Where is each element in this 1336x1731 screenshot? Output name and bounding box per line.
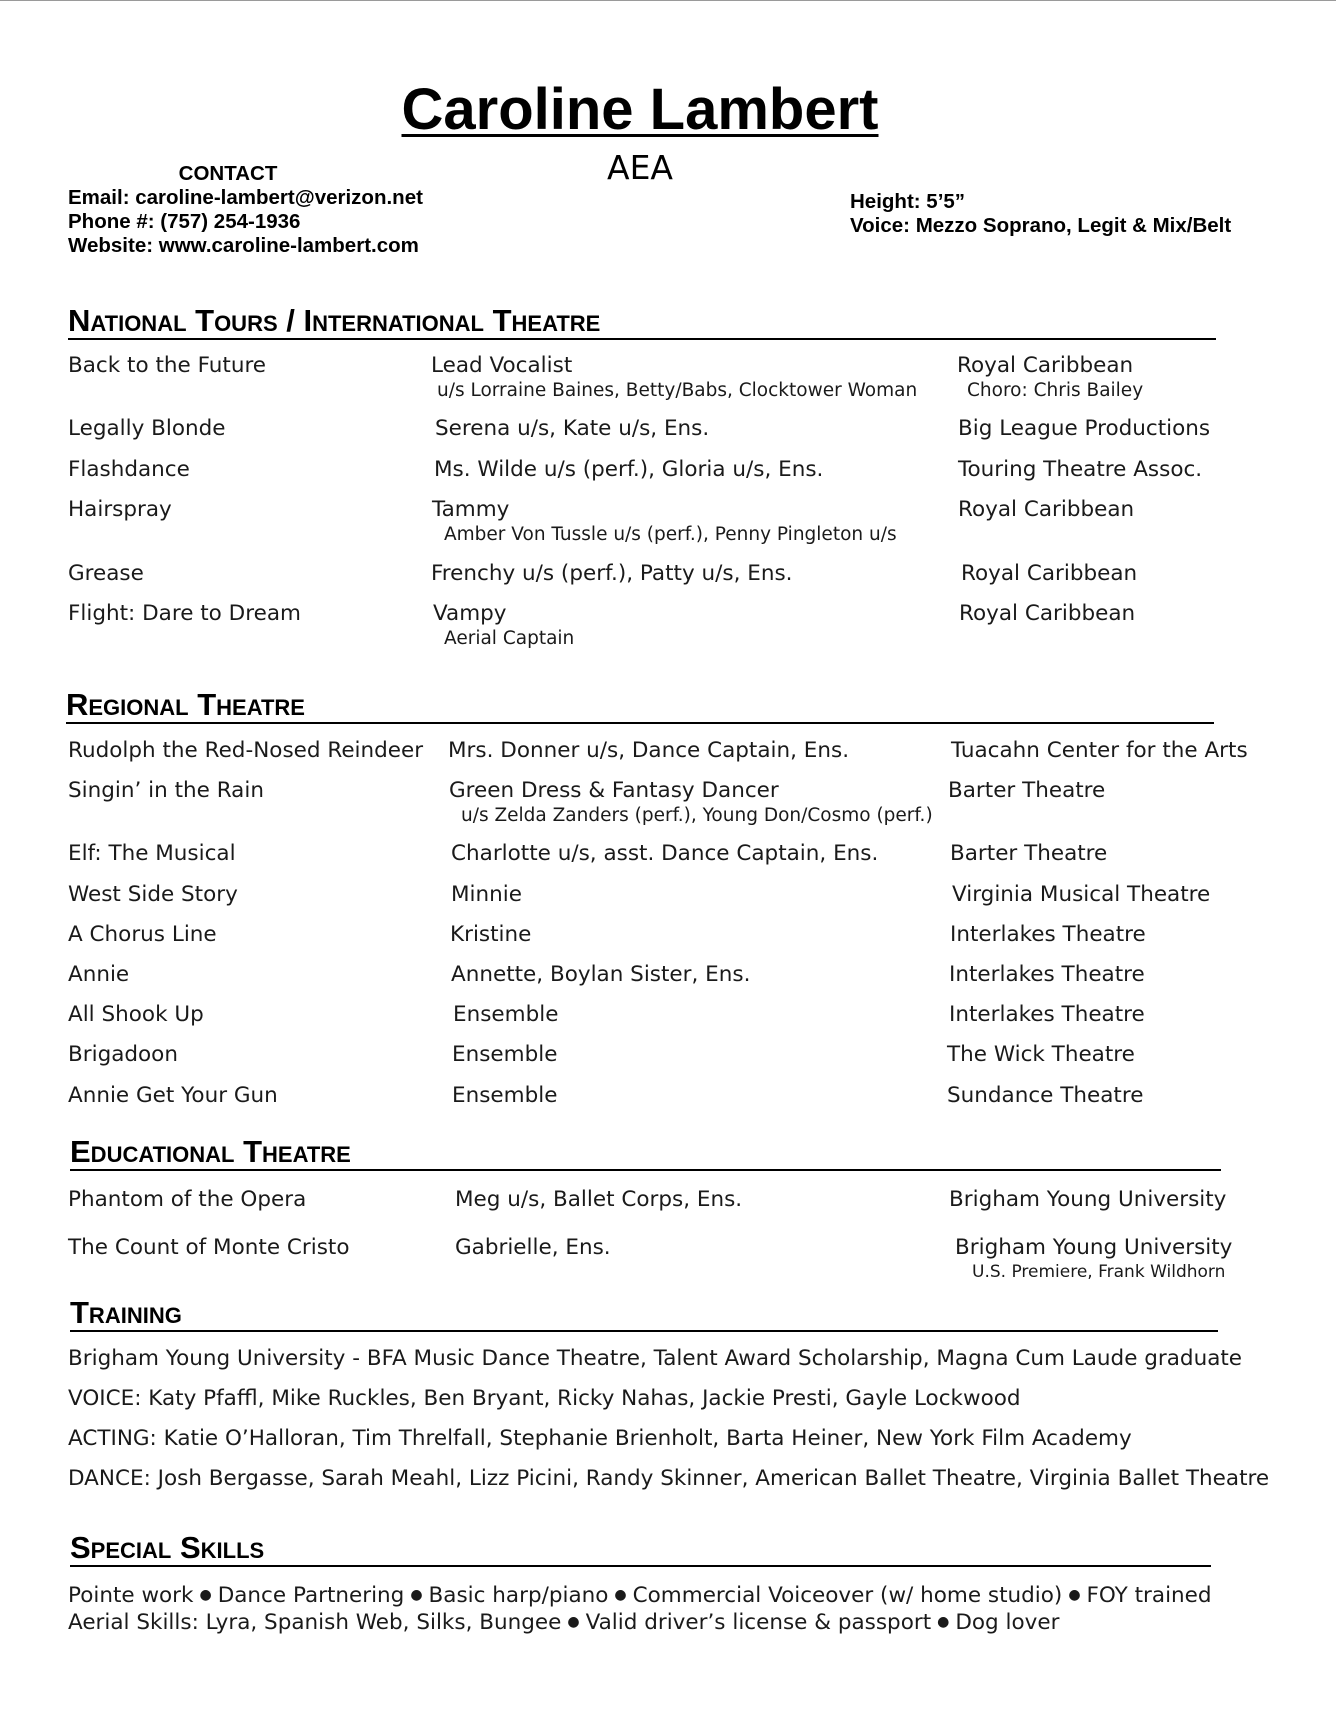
company: Interlakes Theatre	[950, 922, 1146, 947]
company-detail: U.S. Premiere, Frank Wildhorn	[972, 1262, 1226, 1282]
stats-block	[850, 190, 1290, 238]
voice-stat: Voice: Mezzo Soprano, Legit & Mix/Belt	[850, 214, 1232, 237]
contact-heading: CONTACT	[178, 162, 278, 185]
role: Vampy	[433, 601, 507, 626]
section-title-educational: Educational Theatre	[70, 1135, 1221, 1171]
role: Frenchy u/s (perf.), Patty u/s, Ens.	[431, 561, 793, 586]
section-title-regional: Regional Theatre	[66, 688, 1214, 724]
credit-row	[68, 738, 1248, 782]
role: Gabrielle, Ens.	[455, 1235, 611, 1260]
show-title: Flashdance	[68, 457, 190, 482]
company: Barter Theatre	[950, 841, 1108, 866]
show-title: Annie	[68, 962, 130, 987]
bullet-icon: ●	[937, 1614, 950, 1630]
skill-item: Aerial Skills: Lyra, Spanish Web, Silks, Bungee	[68, 1610, 562, 1635]
role: Tammy	[432, 497, 510, 522]
credit-row	[68, 882, 1248, 926]
show-title: Singin’ in the Rain	[68, 778, 264, 803]
company: Virginia Musical Theatre	[952, 882, 1211, 907]
bullet-icon: ●	[614, 1587, 627, 1603]
contact-email: Email: caroline-lambert@verizon.net	[68, 186, 423, 209]
company: Touring Theatre Assoc.	[958, 457, 1203, 482]
contact-phone: Phone #: (757) 254-1936	[68, 210, 301, 233]
role: Green Dress & Fantasy Dancer	[449, 778, 779, 803]
role-detail: u/s Zelda Zanders (perf.), Young Don/Cosmo (perf.)	[461, 805, 933, 826]
top-border	[0, 0, 1336, 1]
training-line: Brigham Young University - BFA Music Dance Theatre, Talent Award Scholarship, Magna Cum Laude graduate	[68, 1346, 1243, 1371]
training-line: ACTING: Katie O’Halloran, Tim Threlfall, Stephanie Brienholt, Barta Heiner, New York Film Academy	[68, 1426, 1132, 1451]
show-title: Rudolph the Red-Nosed Reindeer	[68, 738, 424, 763]
credit-row	[68, 497, 1248, 545]
performer-name: Caroline Lambert	[401, 77, 879, 142]
role: Lead Vocalist	[431, 353, 573, 378]
show-title: Grease	[68, 561, 144, 586]
company: Interlakes Theatre	[949, 962, 1145, 987]
section-title-skills: Special Skills	[70, 1531, 1211, 1567]
company: Tuacahn Center for the Arts	[951, 738, 1248, 763]
company-detail: Choro: Chris Bailey	[967, 380, 1144, 401]
company: Royal Caribbean	[961, 561, 1138, 586]
credit-row	[68, 1187, 1248, 1231]
role: Serena u/s, Kate u/s, Ens.	[435, 416, 710, 441]
bullet-icon: ●	[410, 1587, 423, 1603]
show-title: The Count of Monte Cristo	[68, 1235, 350, 1260]
role-detail: Amber Von Tussle u/s (perf.), Penny Pingleton u/s	[444, 524, 897, 545]
company: Sundance Theatre	[947, 1083, 1144, 1108]
skills-line	[68, 1583, 1212, 1608]
role: Charlotte u/s, asst. Dance Captain, Ens.	[451, 841, 879, 866]
role-detail: u/s Lorraine Baines, Betty/Babs, Clocktower Woman	[437, 380, 918, 401]
credit-row	[68, 1083, 1248, 1127]
union-affiliation: AEA	[607, 148, 673, 187]
role: Kristine	[450, 922, 532, 947]
show-title: Legally Blonde	[68, 416, 226, 441]
show-title: Phantom of the Opera	[68, 1187, 307, 1212]
credit-row	[68, 1002, 1248, 1046]
role: Ensemble	[452, 1083, 558, 1108]
training-line: DANCE: Josh Bergasse, Sarah Meahl, Lizz Picini, Randy Skinner, American Ballet Theatre, Virginia Ballet Theatre	[68, 1466, 1270, 1491]
bullet-icon: ●	[1068, 1587, 1081, 1603]
role: Ensemble	[453, 1002, 559, 1027]
role: Minnie	[451, 882, 522, 907]
role: Ensemble	[452, 1042, 558, 1067]
show-title: All Shook Up	[68, 1002, 204, 1027]
company: Brigham Young University	[949, 1187, 1227, 1212]
credit-row	[68, 841, 1248, 885]
skill-item: Pointe work	[68, 1583, 194, 1608]
credit-row	[68, 962, 1248, 1006]
company: Barter Theatre	[948, 778, 1106, 803]
skill-item: FOY trained	[1086, 1583, 1212, 1608]
credit-row	[68, 457, 1248, 501]
contact-block	[68, 162, 488, 258]
credit-row	[68, 922, 1248, 966]
show-title: Annie Get Your Gun	[68, 1083, 278, 1108]
skill-item: Basic harp/piano	[428, 1583, 609, 1608]
role: Annette, Boylan Sister, Ens.	[451, 962, 751, 987]
show-title: Hairspray	[68, 497, 172, 522]
show-title: West Side Story	[68, 882, 238, 907]
skills-line	[68, 1610, 1059, 1635]
role: Meg u/s, Ballet Corps, Ens.	[455, 1187, 743, 1212]
credit-row	[68, 778, 1248, 826]
training-line: VOICE: Katy Pfaffl, Mike Ruckles, Ben Bryant, Ricky Nahas, Jackie Presti, Gayle Lockwood	[68, 1386, 1021, 1411]
credit-row	[68, 1042, 1248, 1086]
show-title: A Chorus Line	[68, 922, 217, 947]
company: Royal Caribbean	[959, 601, 1136, 626]
show-title: Elf: The Musical	[68, 841, 236, 866]
height-stat: Height: 5’5”	[850, 190, 966, 213]
company: The Wick Theatre	[947, 1042, 1135, 1067]
credit-row	[68, 561, 1248, 605]
show-title: Back to the Future	[68, 353, 267, 378]
company: Royal Caribbean	[958, 497, 1135, 522]
role: Mrs. Donner u/s, Dance Captain, Ens.	[448, 738, 850, 763]
credit-row	[68, 353, 1248, 401]
skill-item: Commercial Voiceover (w/ home studio)	[632, 1583, 1063, 1608]
role: Ms. Wilde u/s (perf.), Gloria u/s, Ens.	[434, 457, 824, 482]
credit-row	[68, 601, 1248, 649]
company: Royal Caribbean	[957, 353, 1134, 378]
company: Big League Productions	[958, 416, 1211, 441]
bullet-icon: ●	[567, 1614, 580, 1630]
section-title-training: Training	[70, 1296, 1218, 1332]
credit-row	[68, 1235, 1248, 1282]
show-title: Flight: Dare to Dream	[68, 601, 301, 626]
contact-website: Website: www.caroline-lambert.com	[68, 234, 419, 257]
section-title-national: National Tours / International Theatre	[68, 304, 1216, 340]
company: Brigham Young University	[955, 1235, 1233, 1260]
company: Interlakes Theatre	[949, 1002, 1145, 1027]
skill-item: Valid driver’s license & passport	[585, 1610, 932, 1635]
bullet-icon: ●	[199, 1587, 212, 1603]
skill-item: Dog lover	[955, 1610, 1060, 1635]
role-detail: Aerial Captain	[444, 628, 575, 649]
credit-row	[68, 416, 1248, 460]
skill-item: Dance Partnering	[217, 1583, 405, 1608]
show-title: Brigadoon	[68, 1042, 178, 1067]
